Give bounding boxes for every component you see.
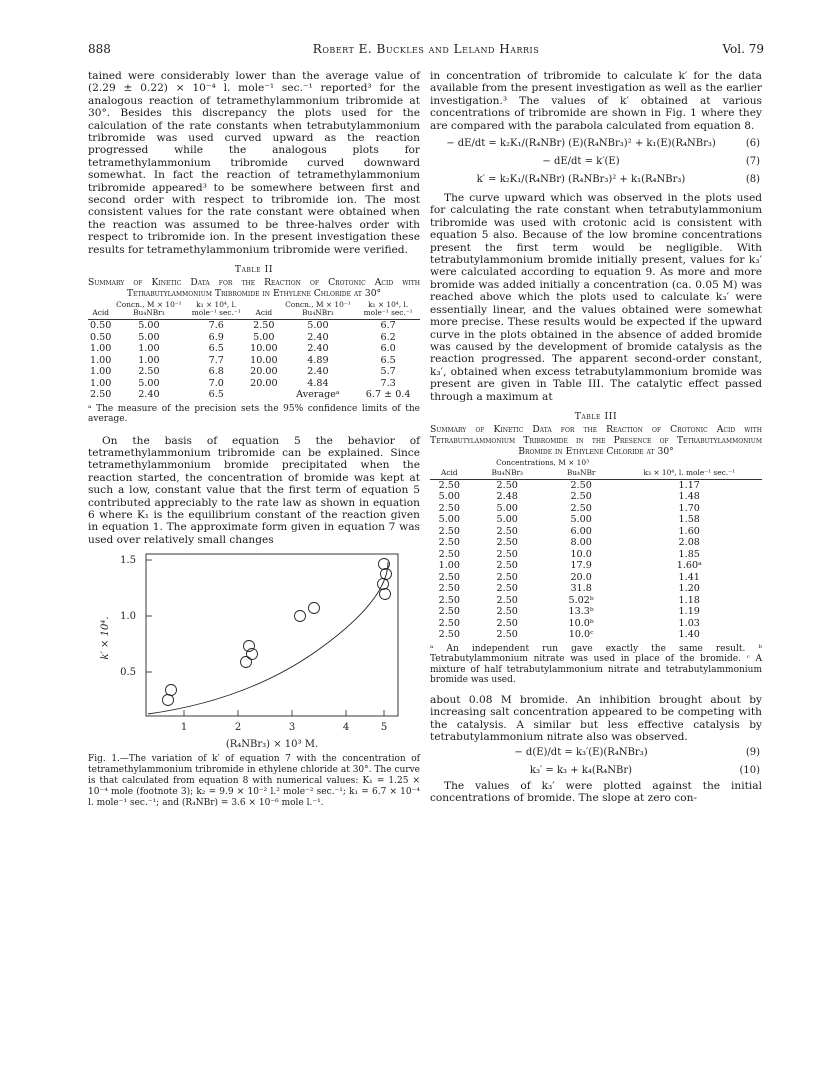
equation-9-number: (9) bbox=[745, 746, 760, 758]
table-cell: 2.50 bbox=[138, 366, 160, 378]
table-cell: 2.50 bbox=[438, 502, 461, 514]
table-cell: 1.41 bbox=[678, 571, 700, 583]
equation-8 bbox=[430, 171, 762, 189]
table2-footnote: ᵃ The measure of the precision sets the 95% confidence limits of the average. bbox=[88, 403, 420, 425]
table-cell: 5.7 bbox=[380, 366, 396, 378]
table3-title: Table III bbox=[574, 410, 618, 422]
table-cell: 1.20 bbox=[678, 583, 700, 595]
table-cell: 6.7 ± 0.4 bbox=[365, 389, 411, 401]
table-cell: 5.00 bbox=[253, 331, 275, 343]
table-cell: 13.3ᵇ bbox=[568, 606, 594, 618]
table3-footnote: ᵃ An independent run gave exactly the same result. ᵇ Tetrabutylammonium nitrate was used in place of the bromide. ᶜ A mixture of half tetrabutylammonium nitrate and tetrabutylammonium bromide was used. bbox=[430, 643, 762, 686]
table-cell bbox=[248, 389, 279, 401]
table-header-cell: Bu₄NBr₃ bbox=[469, 469, 546, 480]
y-axis-label: k′ × 10⁴. bbox=[100, 616, 111, 660]
table-cell: 10.00 bbox=[250, 343, 278, 355]
table-cell: 2.50 bbox=[438, 606, 461, 618]
volume-label: Vol. 79 bbox=[722, 42, 764, 56]
table-cell: 7.7 bbox=[208, 354, 224, 366]
equation-9-text: − d(E)/dt = k₃′(E)(R₄NBr₃) bbox=[514, 746, 648, 758]
table-cell: 6.7 bbox=[380, 320, 396, 332]
table-row bbox=[88, 332, 420, 344]
table-cell: 1.00 bbox=[90, 377, 112, 389]
table-cell: 10.0ᶜ bbox=[568, 629, 594, 641]
y-tick-marks bbox=[146, 560, 152, 672]
table-cell: 0.50 bbox=[90, 320, 112, 332]
running-authors: Robert E. Buckles and Leland Harris bbox=[312, 42, 540, 56]
table-cell: 17.9 bbox=[570, 560, 592, 572]
table-cell: 2.50 bbox=[438, 583, 461, 595]
table-cell: 2.50 bbox=[90, 389, 112, 401]
equation-8-text: k′ = k₂K₁/(R₄NBr) (R₄NBr₃)² + k₁(R₄NBr₃) bbox=[476, 174, 686, 186]
table-cell: 2.50 bbox=[438, 629, 461, 641]
equation-10 bbox=[430, 762, 762, 780]
table-cell: 2.50 bbox=[496, 479, 518, 491]
table-cell: 2.50 bbox=[438, 548, 461, 560]
equation-8-number: (8) bbox=[745, 174, 760, 186]
table-row bbox=[430, 606, 762, 618]
table-cell: 2.50 bbox=[496, 594, 518, 606]
table-cell: 1.00 bbox=[90, 366, 112, 378]
table-header-cell: k₁ × 10⁴, l. mole⁻¹ sec.⁻¹ bbox=[184, 301, 248, 320]
table-row bbox=[430, 549, 762, 561]
table-cell: 2.50 bbox=[496, 537, 518, 549]
paragraph: in concentration of tribromide to calculate k′ for the data available from the present investigation as well as the earlier investigation.³ The values of k′ obtained at various concentrations of tribromide are shown in Fig. 1 where they are compared with the parabola calculated from equation 8. bbox=[430, 70, 762, 132]
figure-1-caption: Fig. 1.—The variation of k′ of equation 7 with the concentration of tetramethylammonium tribromide in ethylene chloride at 30°. The curve is that calculated from equation 8 with numerical values: K₁ = 1.25 × 10⁻⁴ mole (footnote 3); k₂ = 9.9 × 10⁻² l.² mole⁻² sec.⁻¹; k₁ = 6.7 × 10⁻⁴ l. mole⁻¹ sec.⁻¹; and (R₄NBr) = 3.6 × 10⁻⁶ mole l.⁻¹. bbox=[88, 754, 420, 809]
page-number: 888 bbox=[88, 42, 111, 56]
table-cell: 5.00 bbox=[438, 491, 461, 503]
table3-group-header: Concentrations, M × 10³ bbox=[496, 457, 590, 467]
table-cell: 8.00 bbox=[570, 537, 592, 549]
table-cell: 2.50 bbox=[496, 525, 518, 537]
table-header-cell: Concn., M × 10⁻¹ Bu₄NBr₃ bbox=[280, 301, 357, 320]
y-tick-label: 1.5 bbox=[120, 555, 136, 567]
table2 bbox=[88, 301, 420, 401]
table-row bbox=[430, 572, 762, 584]
table3-body bbox=[430, 479, 762, 641]
fitted-curve bbox=[148, 562, 388, 714]
equation-10-number: (10) bbox=[739, 764, 760, 776]
table-cell: 2.50 bbox=[438, 594, 461, 606]
table3-caption-block bbox=[430, 411, 762, 457]
table-cell: 6.9 bbox=[208, 331, 224, 343]
table-cell: 1.17 bbox=[678, 479, 700, 491]
table-cell: 1.58 bbox=[678, 514, 700, 526]
table-cell: 1.18 bbox=[678, 594, 700, 606]
table-cell: 20.00 bbox=[250, 366, 278, 378]
table-cell: 1.03 bbox=[678, 617, 700, 629]
table-row bbox=[430, 618, 762, 630]
x-tick-label: 4 bbox=[342, 722, 350, 734]
table-cell: 20.0 bbox=[570, 571, 592, 583]
x-axis-label: (R₄NBr₃) × 10³ M. bbox=[225, 739, 319, 751]
running-header bbox=[88, 42, 764, 58]
paragraph: about 0.08 M bromide. An inhibition brought about by increasing salt concentration appeared to be competing with the catalysis. A similar but less effective catalysis by tetrabutylammonium nitrate also was observed. bbox=[430, 693, 762, 744]
table-cell: 5.00 bbox=[496, 514, 518, 526]
table-cell: 1.00 bbox=[138, 354, 160, 366]
table2-title: Table II bbox=[234, 264, 274, 276]
equation-9 bbox=[430, 744, 762, 762]
table-cell: 2.50 bbox=[438, 537, 461, 549]
table3-header-row bbox=[430, 469, 762, 480]
paragraph: On the basis of equation 5 the behavior of tetramethylammonium tribromide can be explained. Since tetramethylammonium bromide precipitated when the reaction started, the concentration of bromide was kept at such a low, constant value that the first term of equation 5 contributed appreciably to the rate law as shown in equation 6 where K₁ is the equilibrium constant of the reaction given in equation 1. The approximate form given in equation 7 was used over relatively small changes bbox=[88, 434, 420, 546]
table-row bbox=[88, 366, 420, 378]
equation-7-text: − dE/dt = k′(E) bbox=[542, 156, 620, 168]
table-row bbox=[430, 526, 762, 538]
equation-6-number: (6) bbox=[745, 138, 760, 150]
table-cell: 1.40 bbox=[678, 629, 700, 641]
table-cell: 1.00 bbox=[90, 343, 112, 355]
data-point bbox=[163, 695, 174, 706]
equation-6 bbox=[430, 135, 762, 153]
table-header-cell: Acid bbox=[248, 301, 279, 320]
table-cell: 2.50 bbox=[496, 560, 518, 572]
table2-caption: Summary of Kinetic Data for the Reaction of Crotonic Acid with Tetrabutylammonium Tribromide in Ethylene Chloride at 30° bbox=[88, 277, 420, 300]
table3 bbox=[430, 459, 762, 641]
table-cell: 1.00 bbox=[438, 560, 461, 572]
table-cell: 2.48 bbox=[496, 491, 518, 503]
table-row bbox=[88, 378, 420, 390]
table-cell: 6.5 bbox=[208, 343, 224, 355]
figure-1 bbox=[88, 550, 420, 752]
table-cell: 5.02ᵇ bbox=[568, 594, 594, 606]
table-cell: 31.8 bbox=[570, 583, 592, 595]
table-cell: 5.00 bbox=[496, 502, 518, 514]
x-tick-marks bbox=[184, 710, 384, 716]
table-cell: 2.50 bbox=[496, 583, 518, 595]
data-point bbox=[295, 611, 306, 622]
table-cell: 2.50 bbox=[496, 548, 518, 560]
equation-6-text: − dE/dt = k₂K₁/(R₄NBr) (E)(R₄NBr₃)² + k₁(E)(R₄NBr₃) bbox=[446, 138, 716, 150]
x-tick-label: 3 bbox=[288, 722, 296, 734]
table-row bbox=[430, 560, 762, 572]
table-cell: 5.00 bbox=[307, 320, 329, 332]
equation-7 bbox=[430, 153, 762, 171]
table-cell: 2.40 bbox=[138, 389, 160, 401]
table-cell: 1.00 bbox=[90, 354, 112, 366]
table-cell: 5.00 bbox=[138, 331, 160, 343]
data-point bbox=[309, 603, 320, 614]
table-cell: 4.84 bbox=[307, 377, 329, 389]
paragraph: The values of k₃′ were plotted against the initial concentrations of bromide. The slope at zero con- bbox=[430, 779, 762, 804]
figure-1-plot bbox=[88, 550, 420, 752]
table-cell: 5.00 bbox=[570, 514, 592, 526]
table-header-cell: Concn., M × 10⁻¹ Bu₄NBr₃ bbox=[113, 301, 184, 320]
table-cell: 2.40 bbox=[307, 366, 329, 378]
x-tick-label: 1 bbox=[180, 722, 188, 734]
table-header-cell: Bu₄NBr bbox=[546, 469, 617, 480]
table-cell: 6.2 bbox=[380, 331, 396, 343]
table-cell: 2.50 bbox=[570, 479, 592, 491]
table-cell: 5.00 bbox=[138, 320, 160, 332]
table-cell: 2.50 bbox=[438, 617, 461, 629]
table3-caption: Summary of Kinetic Data for the Reaction of Crotonic Acid with Tetrabutylammonium Tribromide in the Presence of Tetrabutylammonium Bromide in Ethylene Chloride at 30° bbox=[430, 423, 762, 457]
table-cell: 6.00 bbox=[570, 525, 592, 537]
table-cell: 2.50 bbox=[496, 606, 518, 618]
table-cell: 10.0 bbox=[570, 548, 592, 560]
table-cell: 1.19 bbox=[678, 606, 700, 618]
table-row bbox=[88, 320, 420, 332]
table-cell: 0.50 bbox=[90, 331, 112, 343]
table-cell: 2.40 bbox=[307, 343, 329, 355]
table-header-cell: Acid bbox=[430, 469, 469, 480]
table-cell: 7.3 bbox=[380, 377, 396, 389]
table-cell: 2.08 bbox=[678, 537, 700, 549]
table-cell: 10.0ᵇ bbox=[568, 617, 594, 629]
x-tick-label: 5 bbox=[380, 722, 388, 734]
paragraph: tained were considerably lower than the average value of (2.29 ± 0.22) × 10⁻⁴ l. mole⁻¹ sec.⁻¹ reported³ for the analogous reaction of tetramethylammonium tribromide at 30°. Besides this discrepancy the plots used for the calculation of the rate constants when tetrabutylammonium tribromide was used curved upward as the reaction progressed while the analogous plots for tetramethylammonium tribromide curved downward somewhat. In fact the reaction of tetramethylammonium tribromide appeared³ to be somewhere between first and second order with respect to tribromide ion. The most consistent values for the rate constant were obtained when the reaction was assumed to be three-halves order with respect to tribromide ion. In the present investigation these results for tetramethylammonium tribromide were verified. bbox=[88, 70, 420, 256]
table-cell: 2.50 bbox=[496, 629, 518, 641]
table-cell: 2.50 bbox=[570, 491, 592, 503]
table-cell: 4.89 bbox=[307, 354, 329, 366]
paragraph: The curve upward which was observed in the plots used for calculating the rate constant when tetrabutylammonium tribromide was used with crotonic acid is consistent with equation 5 also. Because of the low bromine concentrations present the first term would be negligible. With tetrabutylammonium bromide initially present, values for k₃′ were calculated according to equation 9. As more and more bromide was added initially a concentration (ca. 0.05 M) was reached above which the plots used to calculate k₃′ were essentially linear, and the values obtained were somewhat more precise. These results would be expected if the upward curve in the plots obtained in the absence of added bromide was caused by the development of bromide catalysis as the reaction progressed. The apparent second-order constant, k₃′, obtained when excess tetrabutylammonium bromide was present are given in Table III. The catalytic effect passed through a maximum at bbox=[430, 192, 762, 403]
table-header-cell: Acid bbox=[88, 301, 113, 320]
equation-7-number: (7) bbox=[745, 156, 760, 168]
data-point bbox=[380, 589, 391, 600]
table-cell: 10.00 bbox=[250, 354, 278, 366]
data-point bbox=[166, 685, 177, 696]
right-column bbox=[430, 70, 762, 804]
table-row bbox=[88, 389, 420, 401]
table-cell: 2.50 bbox=[570, 502, 592, 514]
table-row bbox=[430, 514, 762, 526]
table-cell: 6.5 bbox=[380, 354, 396, 366]
table2-body bbox=[88, 320, 420, 401]
table-cell: 2.40 bbox=[307, 331, 329, 343]
table-cell: 2.50 bbox=[438, 525, 461, 537]
table-cell: 2.50 bbox=[253, 320, 275, 332]
table-cell: Averageᵃ bbox=[296, 389, 340, 401]
table-cell: 5.00 bbox=[138, 377, 160, 389]
table2-header-row bbox=[88, 301, 420, 320]
table-cell: 1.48 bbox=[678, 491, 700, 503]
table2-caption-block bbox=[88, 264, 420, 299]
table-cell: 20.00 bbox=[250, 377, 278, 389]
table-row bbox=[88, 355, 420, 367]
table-cell: 5.00 bbox=[438, 514, 461, 526]
table-cell: 2.50 bbox=[496, 571, 518, 583]
left-column bbox=[88, 70, 420, 809]
table-cell: 1.70 bbox=[678, 502, 700, 514]
y-tick-label: 1.0 bbox=[120, 611, 136, 623]
x-tick-label: 2 bbox=[234, 722, 242, 734]
table-row bbox=[430, 537, 762, 549]
table-cell: 7.6 bbox=[208, 320, 224, 332]
equation-10-text: k₃′ = k₃ + k₄(R₄NBr) bbox=[529, 764, 633, 776]
data-point bbox=[241, 657, 252, 668]
table-cell: 1.60ᵃ bbox=[676, 560, 702, 572]
table-cell: 6.8 bbox=[208, 366, 224, 378]
y-tick-label: 0.5 bbox=[120, 667, 136, 679]
table-cell: 1.60 bbox=[678, 525, 700, 537]
table-cell: 2.50 bbox=[496, 617, 518, 629]
table-cell: 2.50 bbox=[438, 479, 461, 491]
data-points bbox=[163, 559, 392, 706]
table-cell: 6.0 bbox=[380, 343, 396, 355]
table-header-cell: k₁ × 10⁴, l. mole⁻¹ sec.⁻¹ bbox=[356, 301, 420, 320]
table-row bbox=[430, 629, 762, 641]
table-cell: 1.00 bbox=[138, 343, 160, 355]
plot-frame bbox=[146, 554, 398, 716]
table-row bbox=[430, 491, 762, 503]
table-cell: 6.5 bbox=[208, 389, 224, 401]
table-cell: 2.50 bbox=[438, 571, 461, 583]
table-header-cell: k₃ × 10⁴, l. mole⁻¹ sec.⁻¹ bbox=[616, 469, 762, 480]
table-row bbox=[430, 595, 762, 607]
table-row bbox=[430, 503, 762, 515]
table-row bbox=[88, 343, 420, 355]
table-row bbox=[430, 479, 762, 491]
table-cell: 7.0 bbox=[208, 377, 224, 389]
table-cell: 1.85 bbox=[678, 548, 700, 560]
table-row bbox=[430, 583, 762, 595]
